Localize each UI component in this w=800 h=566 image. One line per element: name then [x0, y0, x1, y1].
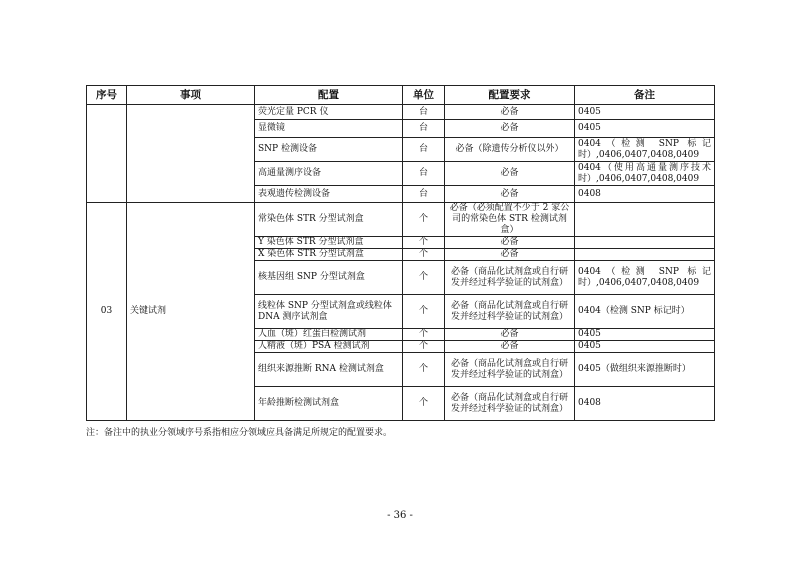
- unit-cell: 台: [403, 120, 445, 138]
- config-cell: 组织来源推断 RNA 检测试剂盒: [255, 353, 403, 387]
- requirement-cell: 必备: [445, 249, 575, 261]
- config-cell: X 染色体 STR 分型试剂盒: [255, 249, 403, 261]
- unit-cell: 个: [403, 341, 445, 353]
- requirement-cell: 必备（商品化试剂盒或自行研发并经过科学验证的试剂盒）: [445, 295, 575, 329]
- requirement-cell: 必备: [445, 186, 575, 203]
- note-cell: 0404（检测 SNP 标记时）,0406,0407,0408,0409: [575, 261, 715, 295]
- config-cell: 线粒体 SNP 分型试剂盒或线粒体 DNA 测序试剂盒: [255, 295, 403, 329]
- unit-cell: 个: [403, 237, 445, 249]
- requirement-cell: 必备（除遗传分析仪以外）: [445, 138, 575, 162]
- config-cell: Y 染色体 STR 分型试剂盒: [255, 237, 403, 249]
- page-number: - 36 -: [387, 510, 413, 521]
- header-requirement: 配置要求: [445, 86, 575, 105]
- note-cell: 0404（使用高通量测序技术时）,0406,0407,0408,0409: [575, 162, 715, 186]
- item-cell: 关键试剂: [127, 203, 255, 421]
- header-seq: 序号: [87, 86, 127, 105]
- table-footnote: 注：备注中的执业分领域序号系指相应分领域应具备满足所规定的配置要求。: [86, 428, 393, 438]
- note-cell: 0405: [575, 105, 715, 120]
- table-header-row: [87, 86, 715, 105]
- note-cell: 0404（检测 SNP 标记时）,0406,0407,0408,0409: [575, 138, 715, 162]
- header-note: 备注: [575, 86, 715, 105]
- requirement-cell: 必备: [445, 120, 575, 138]
- config-cell: 人血（斑）红蛋白检测试剂: [255, 329, 403, 341]
- requirement-cell: 必备: [445, 162, 575, 186]
- config-cell: 显微镜: [255, 120, 403, 138]
- note-cell: 0405（做组织来源推断时）: [575, 353, 715, 387]
- requirement-cell: 必备（商品化试剂盒或自行研发并经过科学验证的试剂盒）: [445, 387, 575, 421]
- unit-cell: 个: [403, 261, 445, 295]
- unit-cell: 个: [403, 249, 445, 261]
- unit-cell: 个: [403, 295, 445, 329]
- unit-cell: 个: [403, 203, 445, 237]
- table-row: [87, 203, 715, 237]
- note-cell: [575, 203, 715, 237]
- seq-cell: 03: [87, 203, 127, 421]
- requirement-cell: 必备（商品化试剂盒或自行研发并经过科学验证的试剂盒）: [445, 353, 575, 387]
- unit-cell: 台: [403, 162, 445, 186]
- config-cell: 常染色体 STR 分型试剂盒: [255, 203, 403, 237]
- config-cell: SNP 检测设备: [255, 138, 403, 162]
- config-cell: 年龄推断检测试剂盒: [255, 387, 403, 421]
- config-cell: 表观遗传检测设备: [255, 186, 403, 203]
- header-config: 配置: [255, 86, 403, 105]
- config-cell: 高通量测序设备: [255, 162, 403, 186]
- table-row: [87, 105, 715, 120]
- note-cell: [575, 237, 715, 249]
- config-cell: 人精液（斑）PSA 检测试剂: [255, 341, 403, 353]
- unit-cell: 个: [403, 387, 445, 421]
- unit-cell: 个: [403, 329, 445, 341]
- note-cell: 0408: [575, 387, 715, 421]
- note-cell: [575, 249, 715, 261]
- requirement-cell: 必备: [445, 341, 575, 353]
- header-item: 事项: [127, 86, 255, 105]
- config-cell: 核基因组 SNP 分型试剂盒: [255, 261, 403, 295]
- unit-cell: 台: [403, 138, 445, 162]
- note-cell: 0405: [575, 329, 715, 341]
- requirement-cell: 必备（必须配置不少于 2 家公司的常染色体 STR 检测试剂盒）: [445, 203, 575, 237]
- item-cell-empty: [127, 105, 255, 203]
- note-cell: 0408: [575, 186, 715, 203]
- unit-cell: 台: [403, 105, 445, 120]
- unit-cell: 个: [403, 353, 445, 387]
- seq-cell-empty: [87, 105, 127, 203]
- header-unit: 单位: [403, 86, 445, 105]
- config-table: [86, 85, 715, 421]
- config-cell: 荧光定量 PCR 仪: [255, 105, 403, 120]
- requirement-cell: 必备: [445, 329, 575, 341]
- note-cell: 0405: [575, 341, 715, 353]
- requirement-cell: 必备（商品化试剂盒或自行研发并经过科学验证的试剂盒）: [445, 261, 575, 295]
- requirement-cell: 必备: [445, 237, 575, 249]
- note-cell: 0405: [575, 120, 715, 138]
- requirement-cell: 必备: [445, 105, 575, 120]
- unit-cell: 台: [403, 186, 445, 203]
- note-cell: 0404（检测 SNP 标记时）: [575, 295, 715, 329]
